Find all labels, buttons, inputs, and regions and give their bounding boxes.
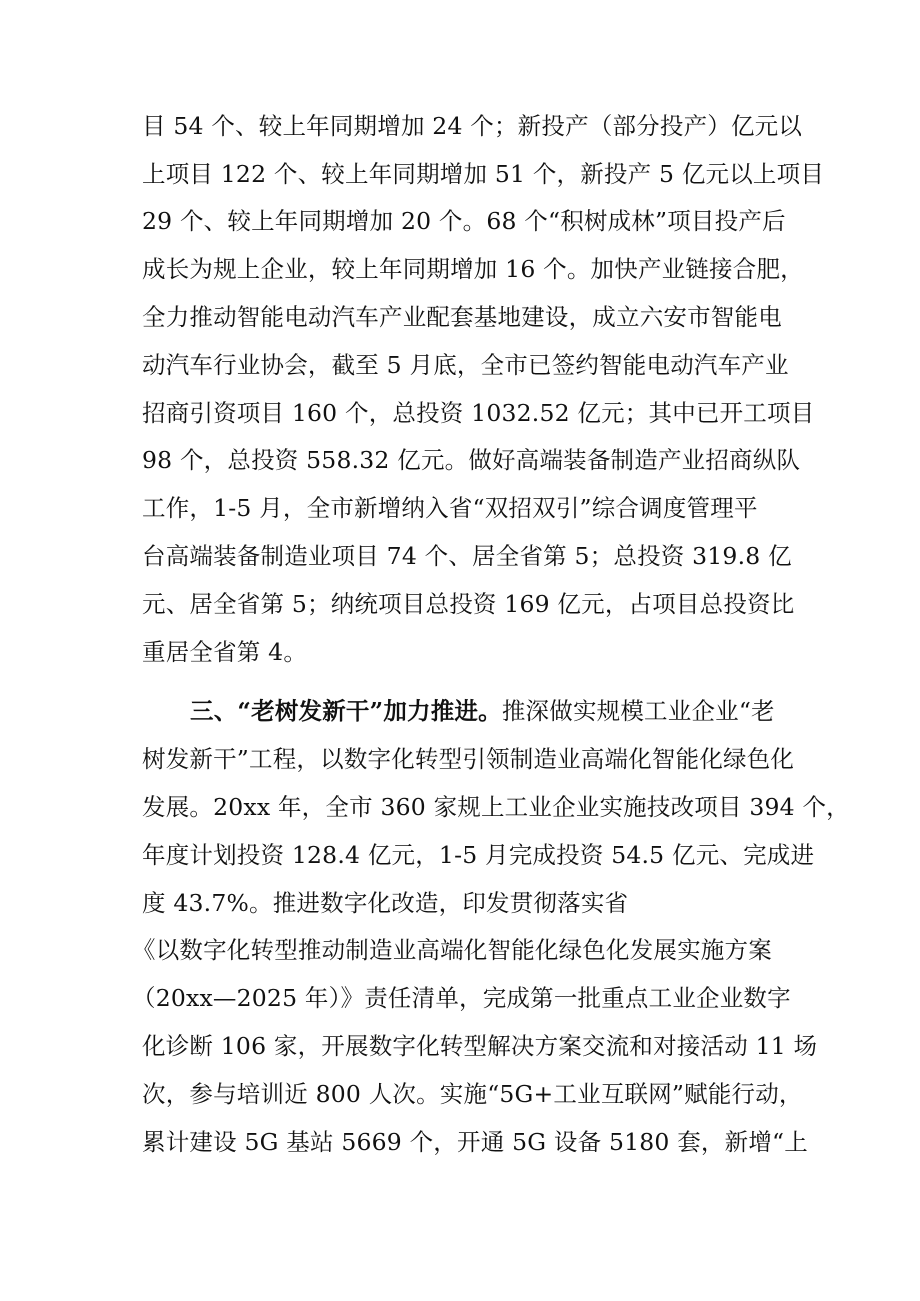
paragraph-line: 树发新干”工程，以数字化转型引领制造业高端化智能化绿色化 (142, 745, 795, 773)
paragraph-line: （20xx—2025 年）》责任清单，完成第一批重点工业企业数字 (132, 984, 791, 1012)
section-heading: 三、“老树发新干”加力推进。 (190, 697, 502, 725)
paragraph-line: 元、居全省第 5；纳统项目总投资 169 亿元，占项目总投资比 (142, 590, 795, 618)
section-heading-rest: 推深做实规模工业企业“老 (501, 697, 775, 725)
paragraph-line: 动汽车行业协会，截至 5 月底，全市已签约智能电动汽车产业 (142, 351, 789, 379)
paragraph-line: 工作，1-5 月，全市新增纳入省“双招双引”综合调度管理平 (142, 494, 758, 522)
paragraph-line: 上项目 122 个、较上年同期增加 51 个，新投产 5 亿元以上项目 (142, 160, 825, 188)
section-heading-line (190, 696, 775, 726)
paragraph-line: 累计建设 5G 基站 5669 个，开通 5G 设备 5180 套，新增“上 (142, 1128, 808, 1156)
paragraph-line: 度 43.7%。推进数字化改造，印发贯彻落实省 (142, 889, 629, 917)
paragraph-line: 招商引资项目 160 个，总投资 1032.52 亿元；其中已开工项目 (142, 399, 815, 427)
paragraph-line: 年度计划投资 128.4 亿元，1-5 月完成投资 54.5 亿元、完成进 (142, 841, 815, 869)
paragraph-line: 台高端装备制造业项目 74 个、居全省第 5；总投资 319.8 亿 (142, 542, 792, 570)
paragraph-line: 重居全省第 4。 (142, 638, 308, 666)
paragraph-line: 化诊断 106 家，开展数字化转型解决方案交流和对接活动 11 场 (142, 1032, 818, 1060)
paragraph-line: 29 个、较上年同期增加 20 个。68 个“积树成林”项目投产后 (142, 207, 786, 235)
paragraph-line: 全力推动智能电动汽车产业配套基地建设，成立六安市智能电 (142, 303, 782, 331)
paragraph-line: 发展。20xx 年，全市 360 家规上工业企业实施技改项目 394 个， (142, 793, 850, 821)
paragraph-line: 98 个，总投资 558.32 亿元。做好高端装备制造产业招商纵队 (142, 446, 801, 474)
paragraph-line: 目 54 个、较上年同期增加 24 个；新投产（部分投产）亿元以 (142, 112, 803, 140)
paragraph-line: 《以数字化转型推动制造业高端化智能化绿色化发展实施方案 (132, 936, 772, 964)
paragraph-line: 次，参与培训近 800 人次。实施“5G+工业互联网”赋能行动， (142, 1080, 803, 1108)
paragraph-line: 成长为规上企业，较上年同期增加 16 个。加快产业链接合肥， (142, 255, 804, 283)
